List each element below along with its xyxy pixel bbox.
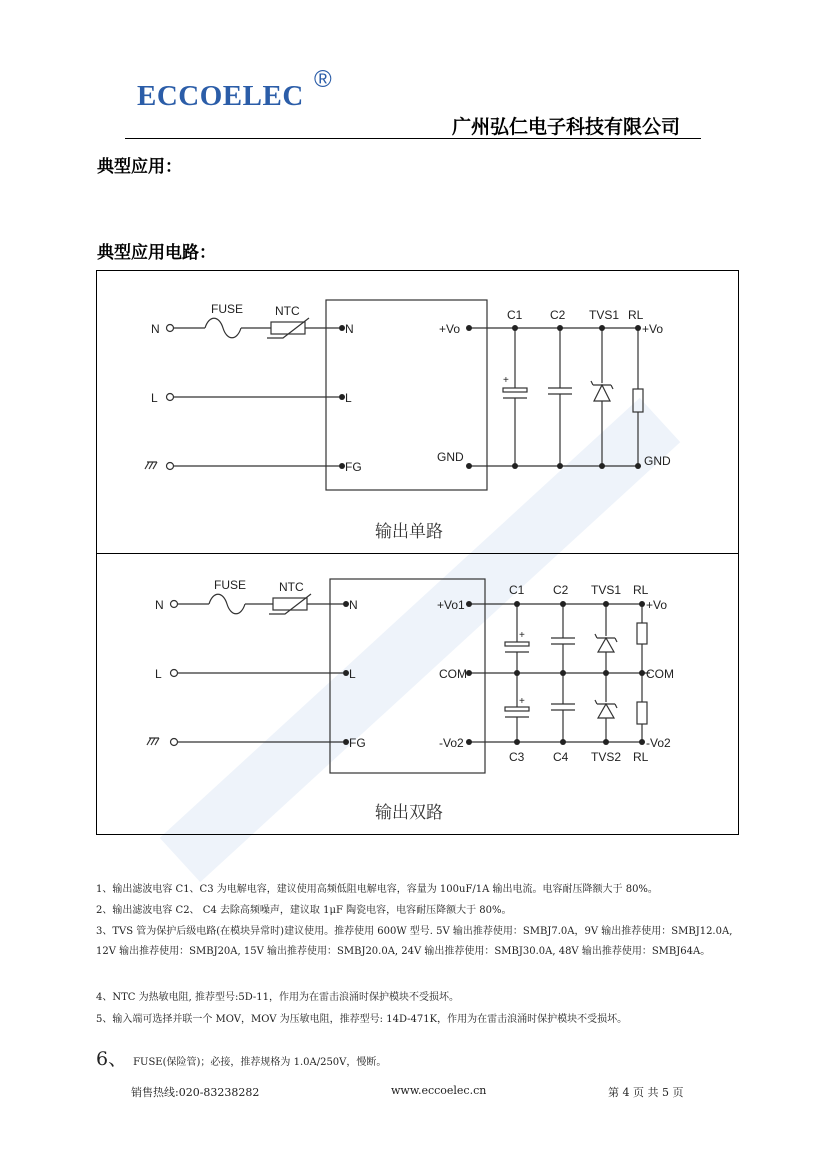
label-input-n: N xyxy=(155,598,164,612)
label-out-vo2: -Vo2 xyxy=(439,736,464,750)
note-1: 1、输出滤波电容 C1、C3 为电解电容，建议使用高频低阻电解电容，容量为 100uF/1A 输出电流。电容耐压降额大于 80%。 xyxy=(96,884,658,895)
note-6 xyxy=(96,1044,386,1071)
svg-text:+: + xyxy=(503,375,509,386)
label-rl-bottom: RL xyxy=(633,750,649,764)
label-ntc: NTC xyxy=(279,580,304,594)
note-5: 5、输入端可选择并联一个 MOV，MOV 为压敏电阻，推荐型号: 14D-471K，作用为在雷击浪涌时保护模块不受损坏。 xyxy=(96,1014,628,1025)
label-input-n: N xyxy=(151,322,160,336)
label-c1: C1 xyxy=(509,583,525,597)
note-6-text: FUSE(保险管)；必接，推荐规格为 1.0A/250V，慢断。 xyxy=(133,1057,387,1068)
svg-text:+: + xyxy=(519,630,525,641)
label-right-gnd: GND xyxy=(644,454,671,468)
label-fuse: FUSE xyxy=(214,578,247,592)
label-c3: C3 xyxy=(509,750,525,764)
caption-single-output: 输出单路 xyxy=(375,522,443,542)
label-pin-n: N xyxy=(349,598,358,612)
label-out-vo: +Vo xyxy=(439,322,461,336)
company-name: 广州弘仁电子科技有限公司 xyxy=(452,116,681,138)
label-c4: C4 xyxy=(553,750,569,764)
svg-text:+: + xyxy=(519,696,525,707)
dual-output-schematic xyxy=(97,554,738,834)
label-tvs2: TVS2 xyxy=(591,750,622,764)
footer-website[interactable]: www.eccoelec.cn xyxy=(391,1084,487,1097)
company-logo: ECCOELEC xyxy=(137,80,304,112)
label-input-l: L xyxy=(155,667,162,681)
label-pin-fg: FG xyxy=(349,736,366,750)
label-rl-top: RL xyxy=(633,583,649,597)
section-heading-typical-application: 典型应用： xyxy=(97,157,182,177)
label-rl: RL xyxy=(628,308,644,322)
label-fuse: FUSE xyxy=(211,302,244,316)
label-ntc: NTC xyxy=(275,304,300,318)
circuit-panel-single xyxy=(96,270,739,554)
label-c2: C2 xyxy=(550,308,566,322)
label-right-vo: +Vo xyxy=(646,598,668,612)
label-right-vo2: -Vo2 xyxy=(646,736,671,750)
label-pin-l: L xyxy=(349,667,356,681)
single-output-schematic xyxy=(97,271,738,553)
circuit-panel-dual xyxy=(96,553,739,835)
footer-page-number: 第 4 页 共 5 页 xyxy=(608,1086,684,1099)
label-out-gnd: GND xyxy=(437,450,464,464)
label-c2: C2 xyxy=(553,583,569,597)
label-right-vo: +Vo xyxy=(642,322,664,336)
label-pin-l: L xyxy=(345,391,352,405)
label-c1: C1 xyxy=(507,308,523,322)
header-divider xyxy=(125,138,701,139)
label-pin-fg: FG xyxy=(345,460,362,474)
label-pin-n: N xyxy=(345,322,354,336)
note-4: 4、NTC 为热敏电阻, 推荐型号:5D-11，作用为在雷击浪涌时保护模块不受损坏。 xyxy=(96,992,460,1003)
label-right-com: COM xyxy=(646,667,674,681)
note-3: 3、TVS 管为保护后级电路(在模块异常时)建议使用。推荐使用 600W 型号. 5V 输出推荐使用：SMBJ7.0A，9V 输出推荐使用：SMBJ12.0A, 12V 输出推荐使用：SMBJ20A, 15V 输出推荐使用：SMBJ20.0A, 24V 输出推荐使用：SMBJ30.0A, 48V 输出推荐使用：SMBJ64A。 xyxy=(96,926,733,957)
caption-dual-output: 输出双路 xyxy=(375,803,443,823)
label-tvs1: TVS1 xyxy=(591,583,622,597)
label-out-vo1: +Vo1 xyxy=(437,598,465,612)
section-heading-typical-circuit: 典型应用电路： xyxy=(97,243,216,263)
label-input-l: L xyxy=(151,391,158,405)
label-out-com: COM xyxy=(439,667,467,681)
label-tvs1: TVS1 xyxy=(589,308,620,322)
note-6-number: 6、 xyxy=(96,1048,128,1070)
registered-mark: ® xyxy=(314,66,332,93)
footer-hotline: 销售热线:020-83238282 xyxy=(131,1086,260,1099)
note-2: 2、输出滤波电容 C2、 C4 去除高频噪声，建议取 1μF 陶瓷电容，电容耐压降额大于 80%。 xyxy=(96,905,512,916)
